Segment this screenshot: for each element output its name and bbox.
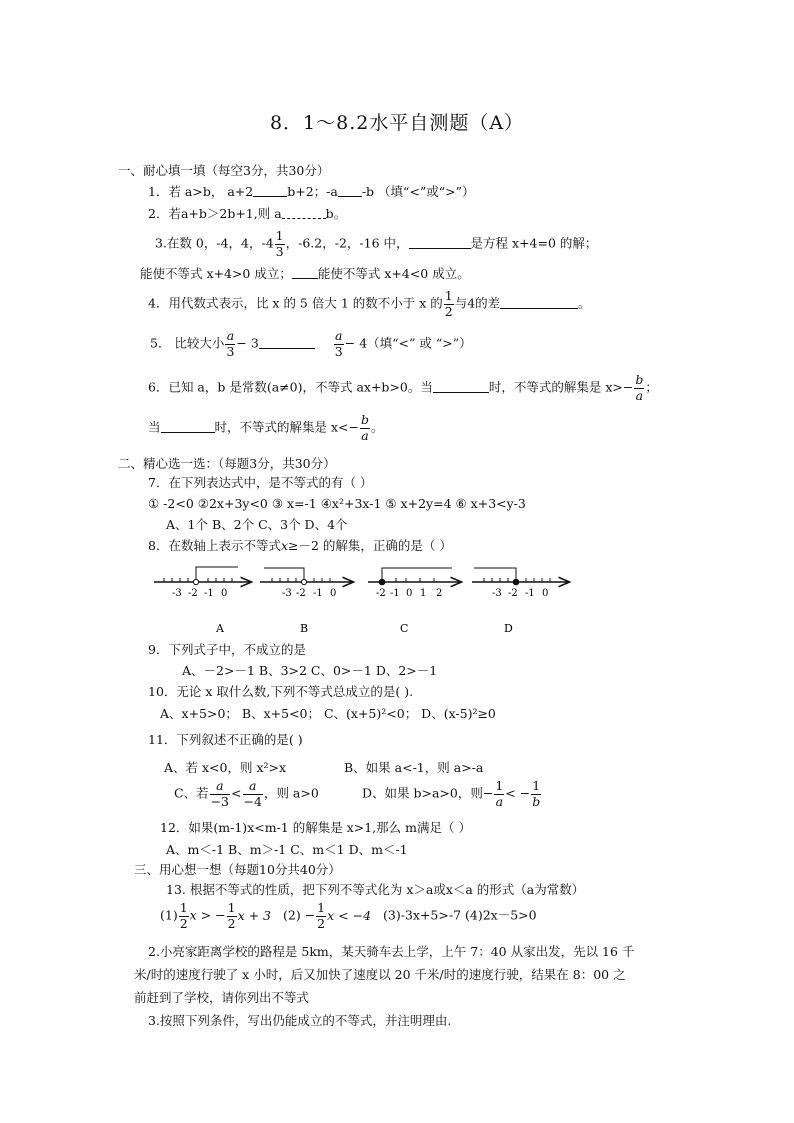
- number-line-d[interactable]: [472, 568, 568, 635]
- tick-label: -1: [390, 588, 400, 599]
- question-7: 7．在下列表达式中，是不等式的有（ ）: [148, 475, 373, 490]
- fraction: $\frac{a}{-4}$: [243, 778, 262, 809]
- question-14-line-3: 前赶到了学校，请你列出不等式: [134, 990, 310, 1005]
- question-4: 4．用代数式表示，比 x 的 5 倍大 1 的数不小于 x 的 $\frac{1}{2}$ 与4的差 。: [148, 288, 591, 319]
- tick-label: -2: [188, 588, 198, 599]
- question-11: 11．下列叙述不正确的是( ): [148, 732, 303, 747]
- fraction: $\frac{b}{a}$: [635, 372, 644, 403]
- tick-label: -1: [204, 588, 214, 599]
- question-6-cont: 当 时，不等式的解集是 x<− $\frac{b}{a}$ 。: [148, 412, 384, 443]
- tick-label: 0: [542, 588, 549, 599]
- fraction: $\frac{1}{2}$: [179, 900, 188, 931]
- tick-label: -3: [282, 588, 292, 599]
- answer-blank[interactable]: [259, 336, 315, 349]
- tick-label: 0: [221, 588, 228, 599]
- question-1: 1．若 a>b， a+2 b+2；-a -b （填“<”或“>”）: [148, 184, 475, 199]
- page-title: 8．1～8.2水平自测题（A）: [269, 112, 525, 134]
- answer-blank[interactable]: [500, 296, 578, 309]
- option-label-c: C: [400, 622, 409, 635]
- tick-label: -2: [296, 588, 306, 599]
- question-11-option-c: C、若 $\frac{a}{-3}$ < $\frac{a}{-4}$ ，则 a>0: [174, 778, 319, 809]
- question-11-option-b: B、如果 a<-1，则 a>-a: [344, 760, 484, 775]
- answer-blank[interactable]: [292, 266, 318, 279]
- question-3-cont: 能使不等式 x+4>0 成立； 能使不等式 x+4<0 成立。: [140, 266, 470, 281]
- tick-label: -1: [313, 588, 323, 599]
- answer-blank[interactable]: [338, 184, 362, 197]
- question-5: 5． 比较大小 $\frac{a}{3}$ − 3 $\frac{a}{3}$ − 4（填“<” 或 “>”）: [150, 328, 472, 359]
- tick-label: -3: [172, 588, 182, 599]
- fraction: $\frac{a}{3}$: [226, 328, 235, 359]
- answer-blank[interactable]: [282, 206, 326, 219]
- answer-blank[interactable]: [409, 236, 471, 249]
- number-line-b[interactable]: [260, 568, 352, 635]
- tick-label: -2: [376, 588, 386, 599]
- tick-label: -2: [508, 588, 518, 599]
- fraction: $\frac{1}{b}$: [532, 778, 541, 809]
- tick-label: 0: [406, 588, 413, 599]
- fraction: $\frac{1}{3}$: [275, 228, 284, 259]
- question-11-option-a: A、若 x<0，则 x²>x: [164, 760, 287, 775]
- fraction: $\frac{a}{3}$: [334, 328, 343, 359]
- section-1-heading: 一、耐心填一填（每空3分，共30分）: [118, 163, 330, 178]
- question-2: 2．若a+b＞2b+1,则 a b。: [148, 206, 347, 221]
- question-15: 3.按照下列条件，写出仍能成立的不等式，并注明理由.: [148, 1013, 452, 1028]
- tick-label: 2: [436, 588, 443, 599]
- question-7-options: A、1个 B、2个 C、3个 D、4个: [166, 517, 348, 532]
- number-line-options: [150, 560, 580, 642]
- question-3: 3.在数 0，-4，4，-4 $\frac{1}{3}$ ，-6.2，-2，-16 中， 是方程 x+4=0 的解；: [155, 228, 598, 259]
- fraction: $\frac{1}{2}$: [444, 288, 453, 319]
- tick-label: 1: [420, 588, 427, 599]
- section-3-heading: 三、用心想一想（每题10分共40分）: [134, 862, 341, 877]
- question-14-line-1: 2.小亮家距离学校的路程是 5km，某天骑车去上学，上午 7：40 从家出发，先以 16 千: [148, 944, 635, 959]
- fraction: $\frac{1}{2}$: [317, 900, 326, 931]
- option-label-a: A: [216, 622, 224, 635]
- tick-label: -3: [492, 588, 502, 599]
- section-2-heading: 二、精心选一选：（每题3分，共30分）: [118, 456, 336, 471]
- option-label-d: D: [504, 622, 513, 635]
- answer-blank[interactable]: [433, 380, 489, 393]
- question-12-options: A、m＜-1 B、m＞-1 C、m＜1 D、m＜-1: [166, 842, 408, 857]
- option-label-b: B: [300, 622, 309, 635]
- fraction: $\frac{a}{-3}$: [210, 778, 230, 809]
- question-6: 6．已知 a，b 是常数(a≠0)，不等式 ax+b>0。当 时，不等式的解集是 x>− $\frac{b}{a}$ ；: [148, 372, 658, 403]
- answer-blank[interactable]: [161, 420, 215, 433]
- question-9: 9．下列式子中，不成立的是: [148, 642, 306, 657]
- question-14-line-2: 米/时的速度行驶了 x 小时，后又加快了速度以 20 千米/时的速度行驶，结果在 8：00 之: [134, 967, 626, 982]
- question-9-options: A、－2>－1 B、3>2 C、0>－1 D、2>－1: [182, 663, 438, 678]
- fraction: $\frac{b}{a}$: [361, 412, 370, 443]
- question-8: 8．在数轴上表示不等式x≥－2 的解集，正确的是（ ）: [148, 538, 452, 553]
- tick-label: 0: [330, 588, 337, 599]
- question-13-parts: (1) $\frac{1}{2}$ x > − $\frac{1}{2}$ x + 3 (2) − $\frac{1}{2}$ x < −4 (3)-3x+5>-7 (4)2x－5>0: [160, 900, 537, 931]
- fraction: $\frac{1}{a}$: [495, 778, 504, 809]
- question-12: 12．如果(m-1)x<m-1 的解集是 x>1,那么 m满足（ ）: [160, 820, 471, 835]
- question-13: 13. 根据不等式的性质，把下列不等式化为 x＞a或x＜a 的形式（a为常数）: [166, 882, 585, 897]
- answer-blank[interactable]: [253, 184, 287, 197]
- number-line-c[interactable]: [368, 568, 460, 635]
- tick-label: -1: [525, 588, 535, 599]
- question-11-option-d: D、如果 b>a>0，则− $\frac{1}{a}$ < − $\frac{1}{b}$: [362, 778, 541, 809]
- question-10: 10．无论 x 取什么数,下列不等式总成立的是( ).: [148, 684, 414, 699]
- number-line-a[interactable]: [154, 567, 250, 635]
- fraction: $\frac{1}{2}$: [227, 900, 236, 931]
- question-7-items: ① -2<0 ②2x+3y<0 ③ x=-1 ④x²+3x-1 ⑤ x+2y=4 ⑥ x+3<y-3: [148, 496, 526, 511]
- question-10-options: A、x+5>0； B、x+5<0； C、(x+5)²<0； D、(x-5)²≥0: [160, 706, 496, 721]
